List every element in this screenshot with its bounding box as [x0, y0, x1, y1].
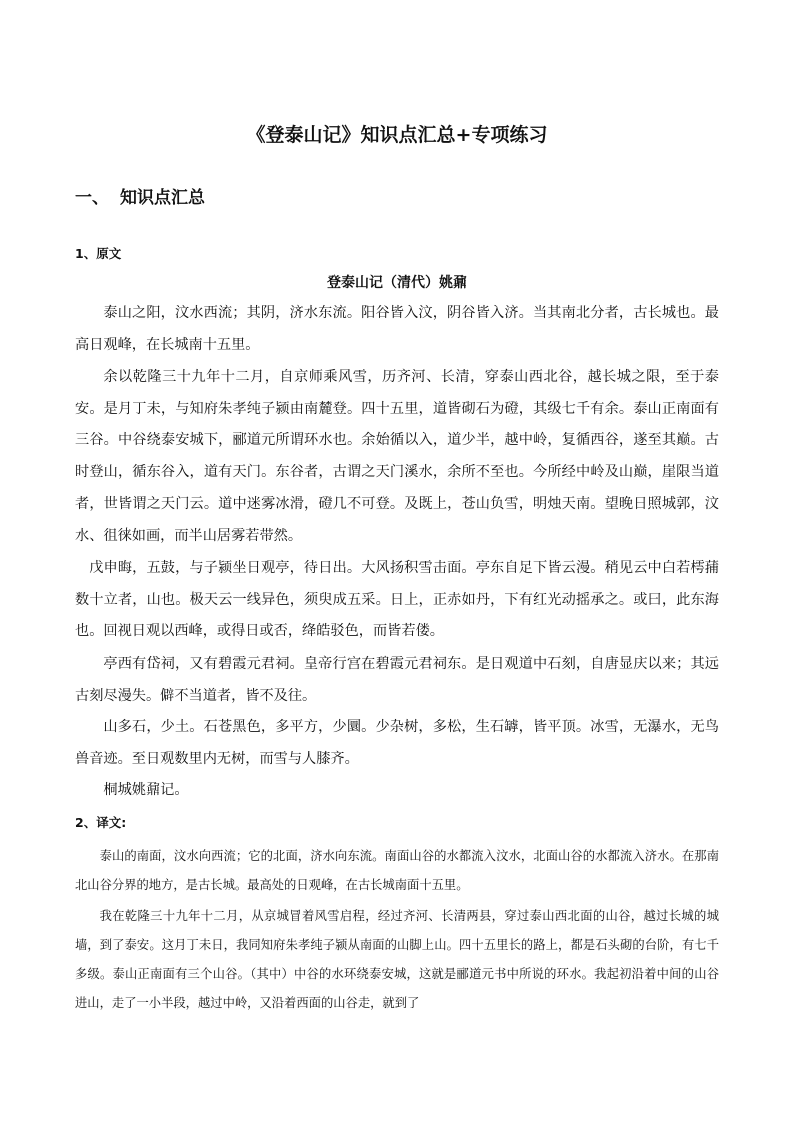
translation-paragraph-2: 我在乾隆三十九年十二月，从京城冒着风雪启程，经过齐河、长清两县，穿过泰山西北面的山谷，越过长城的城墙，到了泰安。这月丁未日，我同知府朱孝纯子颍从南面的山脚上山。四十五里长的路上，都是石头砌的台阶，有七千多级。泰山正南面有三个山谷。（其中）中谷的水环绕泰安城，这就是郦道元书中所说的环水。我起初沿着中间的山谷进山，走了一小半段，越过中岭，又沿着西面的山谷走，就到了: [75, 909, 719, 1010]
document-title: 《登泰山记》知识点汇总+专项练习: [246, 124, 548, 146]
original-paragraph-4: 亭西有岱祠，又有碧霞元君祠。皇帝行宫在碧霞元君祠东。是日观道中石刻，自唐显庆以来；其远古刻尽漫失。僻不当道者，皆不及往。: [75, 656, 719, 704]
original-paragraph-1: 泰山之阳，汶水西流；其阴，济水东流。阳谷皆入汶，阴谷皆入济。当其南北分者，古长城也。最高日观峰，在长城南十五里。: [75, 305, 719, 353]
original-text-heading: 1、原文: [75, 246, 122, 261]
section-label: 知识点汇总: [120, 188, 205, 208]
original-paragraph-2: 余以乾隆三十九年十二月，自京师乘风雪，历齐河、长清，穿泰山西北谷，越长城之限，至于泰安。是月丁未，与知府朱孝纯子颍由南麓登。四十五里，道皆砌石为磴，其级七千有余。泰山正南面有三谷。中谷绕泰安城下，郦道元所谓环水也。余始循以入，道少半，越中岭，复循西谷，遂至其巅。古时登山，循东谷入，道有天门。东谷者，古谓之天门溪水，余所不至也。今所经中岭及山巅，崖限当道者，世皆谓之天门云。道中迷雾冰滑，磴几不可登。及既上，苍山负雪，明烛天南。望晚日照城郭，汶水、徂徕如画，而半山居雾若带然。: [75, 369, 719, 544]
poem-title: 登泰山记（清代）姚鼐: [327, 275, 467, 291]
original-paragraph-5: 山多石，少土。石苍黑色，多平方，少圜。少杂树，多松，生石罅，皆平顶。冰雪，无瀑水，无鸟兽音迹。至日观数里内无树，而雪与人膝齐。: [75, 719, 719, 767]
section-heading-knowledge: [75, 183, 205, 208]
translation-paragraph-1: 泰山的南面，汶水向西流；它的北面，济水向东流。南面山谷的水都流入汶水，北面山谷的水都流入济水。在那南北山谷分界的地方，是古长城。最高处的日观峰，在古长城南面十五里。: [75, 849, 719, 892]
translation-heading: 2、译文:: [75, 815, 127, 830]
original-signature: 桐城姚鼐记。: [103, 782, 189, 798]
section-number: 一、: [75, 188, 109, 208]
original-paragraph-3: 戊申晦，五鼓，与子颍坐日观亭，待日出。大风扬积雪击面。亭东自足下皆云漫。稍见云中白若樗蒱数十立者，山也。极天云一线异色，须臾成五采。日上，正赤如丹，下有红光动摇承之。或曰，此东海也。回视日观以西峰，或得日或否，绛皓驳色，而皆若偻。: [75, 560, 719, 640]
